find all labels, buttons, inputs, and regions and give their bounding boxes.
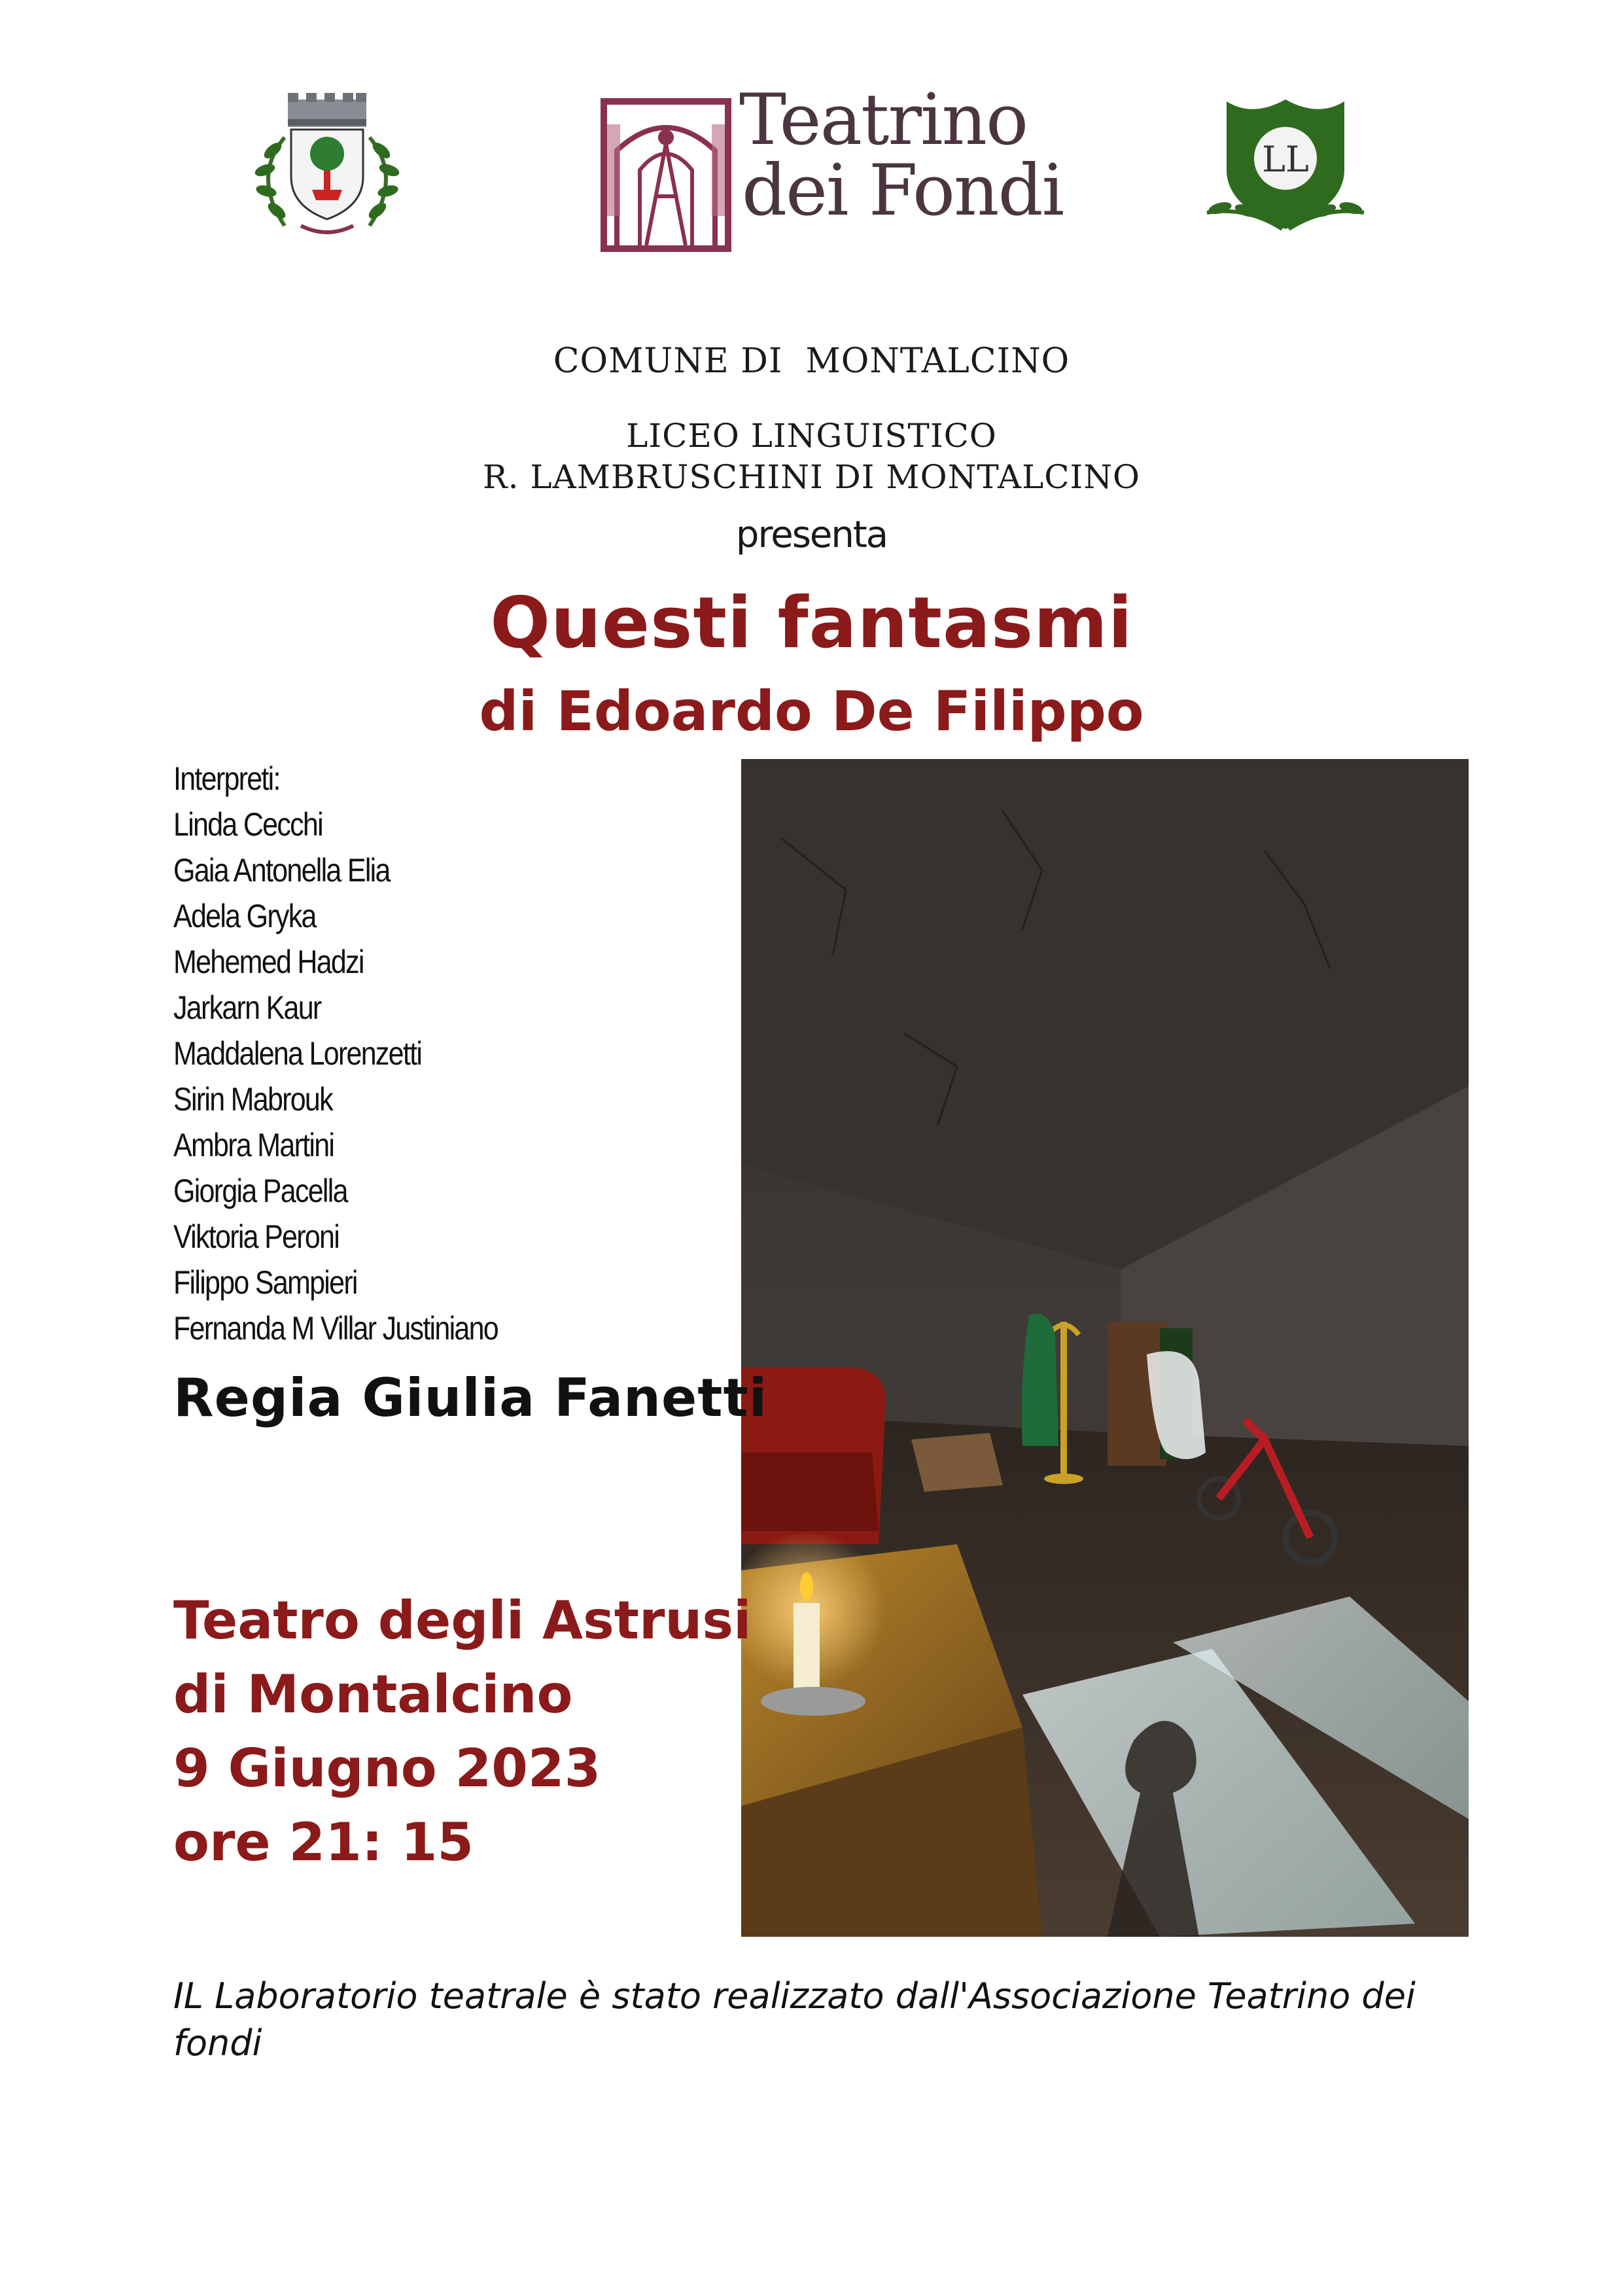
cast-member: Fernanda M Villar Justiniano — [173, 1310, 498, 1347]
cast-member: Adela Gryka — [173, 898, 316, 934]
footer-line2: fondi — [173, 2022, 262, 2064]
cast-member: Sirin Mabrouk — [173, 1081, 332, 1118]
cast-member: Linda Cecchi — [173, 806, 323, 843]
play-author: di Edoardo De Filippo — [479, 679, 1144, 743]
teatrino-logo-line1: Teatrino — [739, 79, 1028, 161]
director-credit: Regia Giulia Fanetti — [173, 1368, 768, 1428]
cast-member: Ambra Martini — [173, 1127, 334, 1163]
cast-member: Viktoria Peroni — [173, 1218, 340, 1255]
liceo-heading-line1: LICEO LINGUISTICO — [626, 417, 997, 455]
venue-line1: Teatro degli Astrusi — [173, 1590, 752, 1651]
haunted-room-illustration — [741, 759, 1469, 1937]
liceo-crest-logo — [1200, 92, 1370, 242]
presenta-text: presenta — [735, 514, 888, 556]
footer-credit — [173, 1973, 1469, 2067]
cast-heading: Interpreti: — [173, 760, 280, 797]
cast-member: Maddalena Lorenzetti — [173, 1035, 422, 1072]
footer-line1: IL Laboratorio teatrale è stato realizzato dall'Associazione Teatrino dei — [173, 1975, 1416, 2017]
venue-line2: di Montalcino — [173, 1664, 573, 1725]
cast-member: Gaia Antonella Elia — [173, 852, 390, 889]
cast-member: Mehemed Hadzi — [173, 944, 364, 980]
event-time: ore 21: 15 — [173, 1812, 474, 1873]
teatrino-logo-text — [739, 79, 1079, 232]
teatrino-logo-mark — [601, 98, 731, 252]
svg-text:LL: LL — [1262, 139, 1309, 180]
teatrino-logo-line2: dei Fondi — [742, 150, 1064, 232]
play-title: Questi fantasmi — [490, 582, 1133, 664]
cast-member: Jarkarn Kaur — [173, 989, 321, 1026]
event-date: 9 Giugno 2023 — [173, 1738, 601, 1799]
cast-list — [173, 756, 723, 1351]
cast-member: Giorgia Pacella — [173, 1173, 347, 1209]
liceo-heading-line2: R. LAMBRUSCHINI DI MONTALCINO — [482, 458, 1141, 496]
comune-heading: COMUNE DI MONTALCINO — [553, 342, 1070, 381]
comune-crest-logo — [239, 85, 415, 245]
cast-member: Filippo Sampieri — [173, 1264, 357, 1301]
event-details — [173, 1583, 762, 1879]
